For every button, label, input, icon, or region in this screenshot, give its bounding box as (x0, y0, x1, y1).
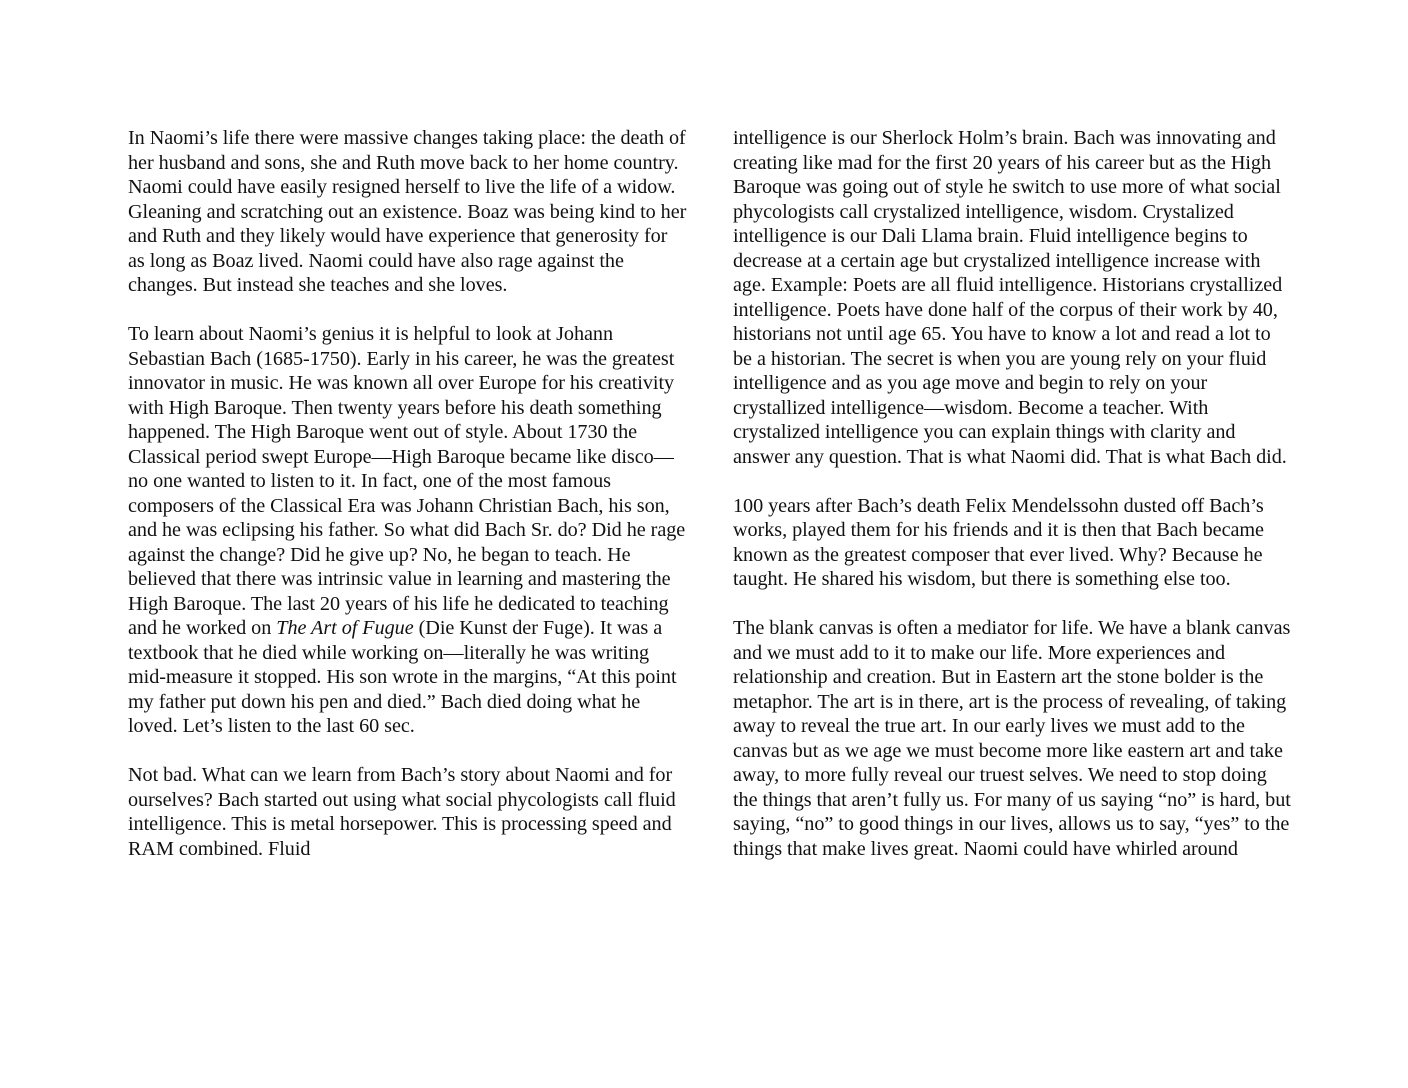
paragraph-bach-genius (128, 322, 688, 739)
paragraph-fluid-intelligence: Not bad. What can we learn from Bach’s story about Naomi and for ourselves? Bach started out using what social phycologists call fluid intelligence. This is metal horsepower. This is processing speed and RAM combined. Fluid (128, 764, 676, 860)
paragraph-bach-text-end: (Die Kunst der Fuge). It was a textbook that he died while working on—literally he was writing mid-measure it stopped. His son wrote in the margins, “At this point my father put down his pen and died.” Bach died doing what he loved. Let’s listen to the last 60 sec. (128, 617, 677, 737)
paragraph-naomi-changes: In Naomi’s life there were massive changes taking place: the death of her husband and sons, she and Ruth move back to her home country. Naomi could have easily resigned herself to live the life of a widow. Gleaning and scratching out an existence. Boaz was being kind to her and Ruth and they likely would have experience that generosity for as long as Boaz lived. Naomi could have also rage against the changes. But instead she teaches and she loves. (128, 127, 687, 296)
paragraph-bach-text-start: To learn about Naomi’s genius it is helpful to look at Johann Sebastian Bach (1685-1750). Early in his career, he was the greatest innovator in music. He was known all over Europe for his creativity with High Baroque. Then twenty years before his death something happened. The High Baroque went out of style. About 1730 the Classical period swept Europe—High Baroque became like disco—no one wanted to listen to it. In fact, one of the most famous composers of the Classical Era was Johann Christian Bach, his son, and he was eclipsing his father. So what did Bach Sr. do? Did he rage against the change? Did he give up? No, he began to teach. He believed that there was intrinsic value in learning and mastering the High Baroque. The last 20 years of his life he dedicated to teaching and he worked on (128, 323, 686, 639)
paragraph-mendelssohn: 100 years after Bach’s death Felix Mendelssohn dusted off Bach’s works, played them for his friends and it is then that Bach became known as the greatest composer that ever lived. Why? Because he taught. He shared his wisdom, but there is something else too. (733, 494, 1264, 590)
paragraph-crystalized-intelligence: intelligence is our Sherlock Holm’s brain. Bach was innovating and creating like mad for the first 20 years of his career but as the High Baroque was going out of style he switch to use more of what social phycologists call crystalized intelligence, wisdom. Crystalized intelligence is our Dali Llama brain. Fluid intelligence begins to decrease at a certain age but crystalized intelligence increase with age. Example: Poets are all fluid intelligence. Historians crystallized intelligence. Poets have done half of the corpus of their work by 40, historians not until age 65. You have to know a lot and read a lot to be a historian. The secret is when you are young rely on your fluid intelligence and as you age move and begin to rely on your crystallized intelligence—wisdom. Become a teacher. With crystalized intelligence you can explain things with clarity and answer any question. That is what Naomi did. That is what Bach did. (733, 127, 1287, 468)
left-text-column (128, 126, 688, 861)
art-of-fugue-title: The Art of Fugue (276, 617, 414, 639)
right-text-column (733, 126, 1293, 861)
paragraph-blank-canvas: The blank canvas is often a mediator for life. We have a blank canvas and we must add to it to make our life. More experiences and relationship and creation. But in Eastern art the stone bolder is the metaphor. The art is in there, art is the process of revealing, of taking away to reveal the true art. In our early lives we must add to the canvas but as we age we must become more like eastern art and take away, to more fully reveal our truest selves. We need to stop doing the things that aren’t fully us. For many of us saying “no” is hard, but saying, “no” to good things in our lives, allows us to say, “yes” to the things that make lives great. Naomi could have whirled around (733, 617, 1291, 860)
